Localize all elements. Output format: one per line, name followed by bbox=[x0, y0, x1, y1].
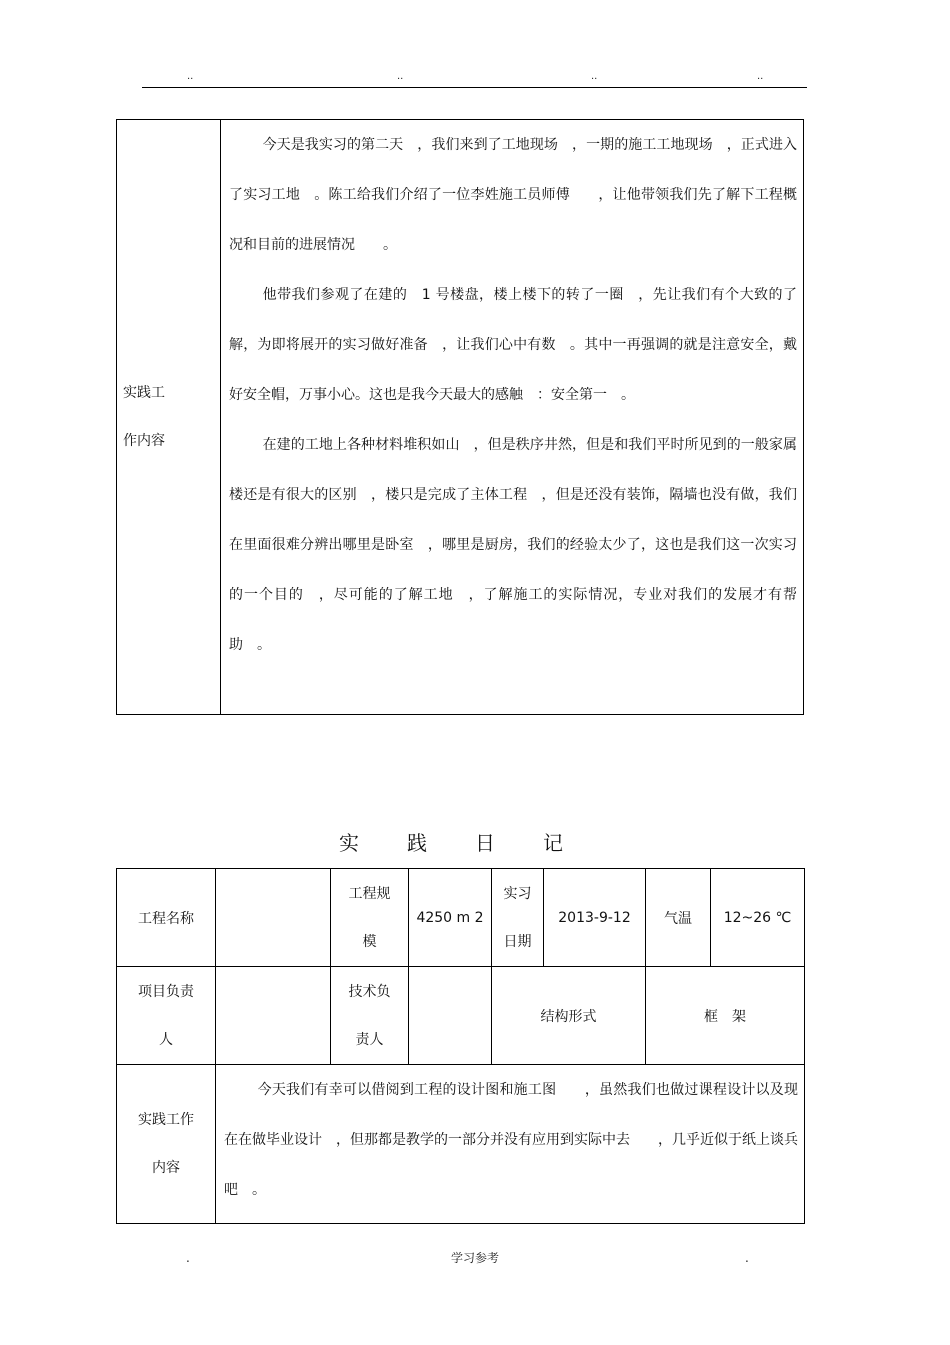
diary-row-project bbox=[117, 869, 805, 967]
label-line: 工程规 bbox=[348, 885, 391, 902]
temperature-value: 12~26 ℃ bbox=[711, 869, 805, 967]
footer-left-dot: . bbox=[186, 1251, 190, 1265]
practice-content-table bbox=[116, 119, 804, 715]
label-line: 责人 bbox=[355, 1031, 384, 1048]
diary-row-content bbox=[117, 1065, 805, 1224]
label-line: 项目负责 bbox=[138, 983, 194, 1000]
label-line: 作内容 bbox=[123, 433, 165, 449]
structure-type-value: 框 架 bbox=[646, 967, 805, 1065]
diary-content-body bbox=[216, 1065, 805, 1224]
content-paragraph: 今天是我实习的第二天 ，我们来到了工地现场 ，一期的施工工地现场 ，正式进入了实习工地 。陈工给我们介绍了一位李姓施工员师傅 ，让他带领我们先了解下工程概况和目前的进展情况 。 bbox=[229, 137, 797, 253]
technical-lead-label bbox=[331, 967, 409, 1065]
label-line: 模 bbox=[362, 933, 377, 950]
header-dot: .. bbox=[187, 71, 194, 82]
content-paragraph: 今天我们有幸可以借阅到工程的设计图和施工图 ，虽然我们也做过课程设计以及现在在做毕业设计 ，但那都是教学的一部分并没有应用到实际中去 ，几乎近似于纸上谈兵吧 。 bbox=[224, 1082, 798, 1198]
project-name-value bbox=[216, 869, 331, 967]
content-paragraph: 他带我们参观了在建的 1 号楼盘，楼上楼下的转了一圈 ，先让我们有个大致的了解，为即将展开的实习做好准备 ，让我们心中有数 。其中一再强调的就是注意安全，戴好安全帽，万事小心。这也是我今天最大的感触 ：安全第一 。 bbox=[229, 287, 797, 403]
header-dot: .. bbox=[591, 71, 598, 82]
project-manager-label bbox=[117, 967, 216, 1065]
practice-content-body bbox=[221, 120, 804, 715]
practice-content-label bbox=[117, 120, 221, 715]
header-rule bbox=[142, 87, 807, 88]
label-line: 实践工作 bbox=[138, 1112, 194, 1128]
diary-content-label bbox=[117, 1065, 216, 1224]
diary-title: 实践日记 bbox=[339, 831, 611, 855]
content-paragraph: 在建的工地上各种材料堆积如山 ，但是秩序井然，但是和我们平时所见到的一般家属楼还是有很大的区别 ，楼只是完成了主体工程 ，但是还没有装饰，隔墙也没有做，我们在里面很难分辨出哪里是卧室 ，哪里是厨房，我们的经验太少了，这也是我们这一次实习的一个目的 ，尽可能的了解工地 ，了解施工的实际情况，专业对我们的发展才有帮助 。 bbox=[229, 437, 797, 653]
structure-type-label: 结构形式 bbox=[492, 967, 646, 1065]
temperature-label: 气温 bbox=[646, 869, 711, 967]
project-manager-value bbox=[216, 967, 331, 1065]
diary-row-responsible bbox=[117, 967, 805, 1065]
page-header-dots bbox=[0, 72, 950, 84]
label-line: 日期 bbox=[503, 933, 532, 950]
label-line: 内容 bbox=[152, 1160, 180, 1176]
label-line: 人 bbox=[159, 1031, 173, 1048]
label-line: 技术负 bbox=[348, 983, 391, 1000]
practice-date-value: 2013-9-12 bbox=[544, 869, 646, 967]
practice-date-label bbox=[492, 869, 544, 967]
technical-lead-value bbox=[409, 967, 492, 1065]
header-dot: .. bbox=[757, 71, 764, 82]
page-footer bbox=[0, 1251, 950, 1267]
project-scale-label bbox=[331, 869, 409, 967]
footer-right-dot: . bbox=[745, 1251, 749, 1265]
project-name-label: 工程名称 bbox=[117, 869, 216, 967]
header-dot: .. bbox=[397, 71, 404, 82]
label-line: 实践工 bbox=[123, 385, 165, 401]
diary-table bbox=[116, 868, 805, 1224]
label-line: 实习 bbox=[503, 885, 532, 902]
project-scale-value: 4250 m 2 bbox=[409, 869, 492, 967]
footer-label: 学习参考 bbox=[451, 1251, 500, 1265]
